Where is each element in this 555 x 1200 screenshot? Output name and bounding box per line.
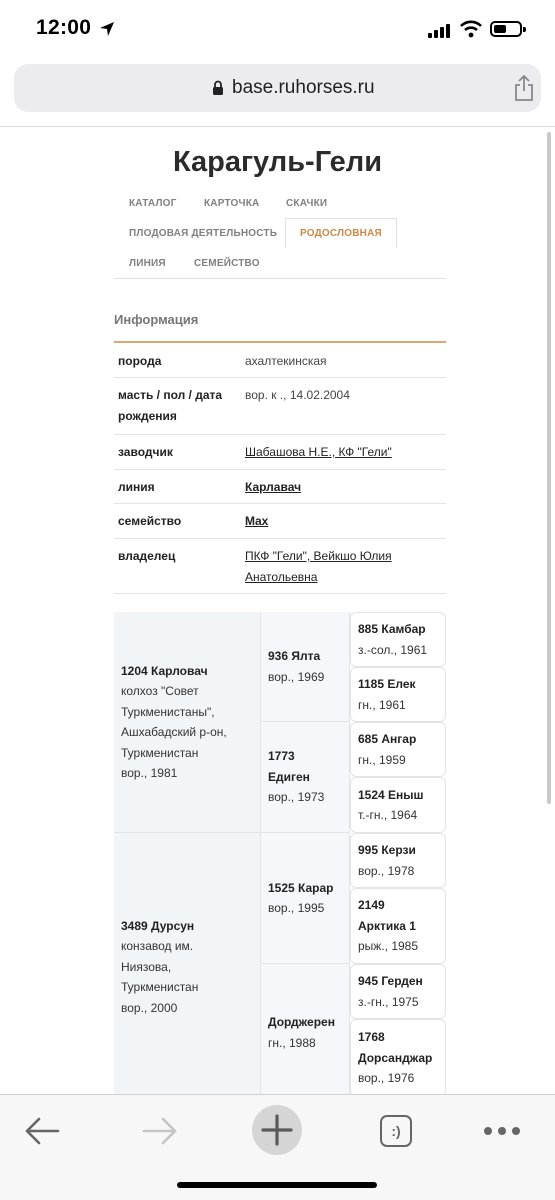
horse-desc: Ниязова, [121, 959, 172, 974]
horse-name: 2149 [358, 898, 385, 913]
tab-family[interactable]: СЕМЕЙСТВО [194, 258, 260, 269]
horse-desc: вор., 2000 [121, 1000, 178, 1015]
url-text: base.ruhorses.ru [232, 77, 375, 98]
info-row-family [114, 504, 446, 539]
info-table [114, 341, 446, 594]
family-link[interactable]: Max [245, 514, 269, 528]
tab-card[interactable]: КАРТОЧКА [204, 198, 260, 209]
new-tab-button[interactable] [252, 1105, 302, 1155]
horse-name: 1768 [358, 1030, 385, 1045]
horse-name: 3489 Дурсун [121, 918, 195, 933]
pedigree-sire-cell[interactable] [114, 612, 261, 833]
horse-desc: т.-гн., 1964 [358, 808, 418, 822]
horse-name: 936 Ялта [268, 649, 321, 663]
info-value: вор. к ., 14.02.2004 [245, 388, 350, 402]
status-time: 12:00 [36, 16, 92, 39]
content-divider [0, 126, 555, 127]
info-label: масть / пол / дата [118, 388, 223, 402]
tab-line[interactable]: ЛИНИЯ [129, 258, 166, 269]
horse-desc: вор., 1978 [358, 863, 415, 878]
tab-catalog[interactable]: КАТАЛОГ [129, 198, 177, 209]
horse-name: 1773 [268, 749, 295, 764]
pedigree-cell[interactable] [350, 964, 446, 1019]
plus-icon [260, 1113, 294, 1147]
pedigree-table [114, 612, 446, 1102]
pedigree-cell[interactable] [350, 1019, 446, 1097]
info-label: порода [118, 354, 162, 368]
tab-bar [114, 188, 446, 280]
horse-name: Дорсанджар [358, 1050, 433, 1065]
lock-icon [212, 80, 224, 96]
tabs-icon [380, 1115, 412, 1147]
info-row-breeder [114, 435, 446, 470]
pedigree-cell[interactable] [350, 833, 446, 888]
pedigree-cell[interactable] [261, 612, 350, 722]
info-label: заводчик [118, 445, 173, 459]
horse-desc: вор., 1976 [358, 1071, 415, 1086]
tab-breeding[interactable]: ПЛОДОВАЯ ДЕЯТЕЛЬНОСТЬ [129, 228, 278, 239]
horse-desc: гн., 1988 [268, 1035, 316, 1050]
horse-name: 885 Камбар [358, 622, 426, 636]
home-indicator [177, 1182, 377, 1188]
tabs-divider [114, 278, 446, 279]
horse-desc: Ашхабадский р-он, [121, 725, 227, 739]
info-section-title: Информация [114, 312, 199, 327]
horse-desc: вор., 1981 [121, 766, 178, 780]
horse-name: 945 Герден [358, 974, 423, 988]
info-label: линия [118, 480, 155, 494]
pedigree-cell[interactable] [350, 722, 446, 777]
horse-desc: з.-гн., 1975 [358, 994, 419, 1009]
back-arrow-icon [24, 1115, 60, 1147]
pedigree-cell[interactable] [350, 612, 446, 667]
horse-desc: конзавод им. [121, 939, 194, 954]
owner-link[interactable]: Анатольевна [245, 570, 318, 584]
tab-races[interactable]: СКАЧКИ [286, 198, 328, 209]
horse-desc: рыж., 1985 [358, 939, 419, 954]
more-button[interactable] [482, 1111, 522, 1151]
horse-desc: гн., 1961 [358, 697, 406, 712]
page-title: Карагуль-Гели [172, 146, 383, 178]
horse-name: Дорджерен [268, 1015, 335, 1029]
pedigree-cell[interactable] [350, 777, 446, 833]
horse-desc: Туркменистан [121, 745, 199, 760]
horse-desc: з.-сол., 1961 [358, 642, 428, 657]
pedigree-cell[interactable] [261, 833, 350, 964]
more-icon [482, 1125, 522, 1137]
cellular-signal-icon [428, 24, 450, 38]
wifi-icon [460, 20, 482, 38]
share-icon[interactable] [512, 74, 536, 102]
horse-name: 685 Ангар [358, 732, 417, 746]
pedigree-cell[interactable] [350, 888, 446, 964]
horse-name: 1525 Карар [268, 880, 334, 895]
info-label: владелец [118, 549, 176, 563]
pedigree-cell[interactable] [350, 667, 446, 722]
battery-icon [490, 21, 522, 37]
info-label: семейство [118, 514, 182, 528]
horse-desc: колхоз "Совет [121, 684, 199, 698]
breeder-link[interactable]: Шабашова Н.Е., КФ "Гели" [245, 445, 392, 459]
tab-pedigree[interactable]: РОДОСЛОВНАЯ [285, 218, 397, 248]
horse-desc: Туркменистан [121, 980, 199, 995]
horse-desc: вор., 1995 [268, 901, 325, 915]
address-bar[interactable] [14, 64, 541, 112]
info-row-color [114, 378, 446, 435]
location-arrow-icon [98, 20, 116, 38]
tabs-icon-label: :) [391, 1123, 401, 1139]
info-value: ахалтекинская [245, 354, 327, 368]
pedigree-cell[interactable] [261, 964, 350, 1102]
forward-button[interactable] [140, 1111, 180, 1151]
info-row-owner [114, 539, 446, 594]
horse-name: 1185 Елек [358, 677, 416, 691]
forward-arrow-icon [142, 1115, 178, 1147]
horse-name: Арктика 1 [358, 918, 416, 933]
back-button[interactable] [22, 1111, 62, 1151]
horse-name: 995 Керзи [358, 843, 416, 857]
info-row-line [114, 470, 446, 504]
horse-name: Едиген [268, 769, 310, 784]
scrollbar[interactable] [547, 132, 551, 804]
horse-desc: Туркменистаны", [121, 704, 215, 719]
pedigree-cell[interactable] [261, 722, 350, 833]
horse-name: 1204 Карловач [121, 663, 208, 678]
tabs-button[interactable] [376, 1111, 416, 1151]
status-bar [0, 0, 555, 60]
horse-desc: гн., 1959 [358, 752, 406, 767]
info-row-breed [114, 343, 446, 378]
pedigree-dam-cell[interactable] [114, 833, 261, 1102]
horse-desc: вор., 1973 [268, 790, 325, 805]
info-label: рождения [118, 409, 177, 423]
horse-name: 1524 Еныш [358, 787, 424, 802]
line-link[interactable]: Карлавач [245, 480, 302, 494]
horse-desc: вор., 1969 [268, 669, 325, 684]
owner-link[interactable]: ПКФ "Гели", Вейкшо Юлия [245, 549, 392, 563]
